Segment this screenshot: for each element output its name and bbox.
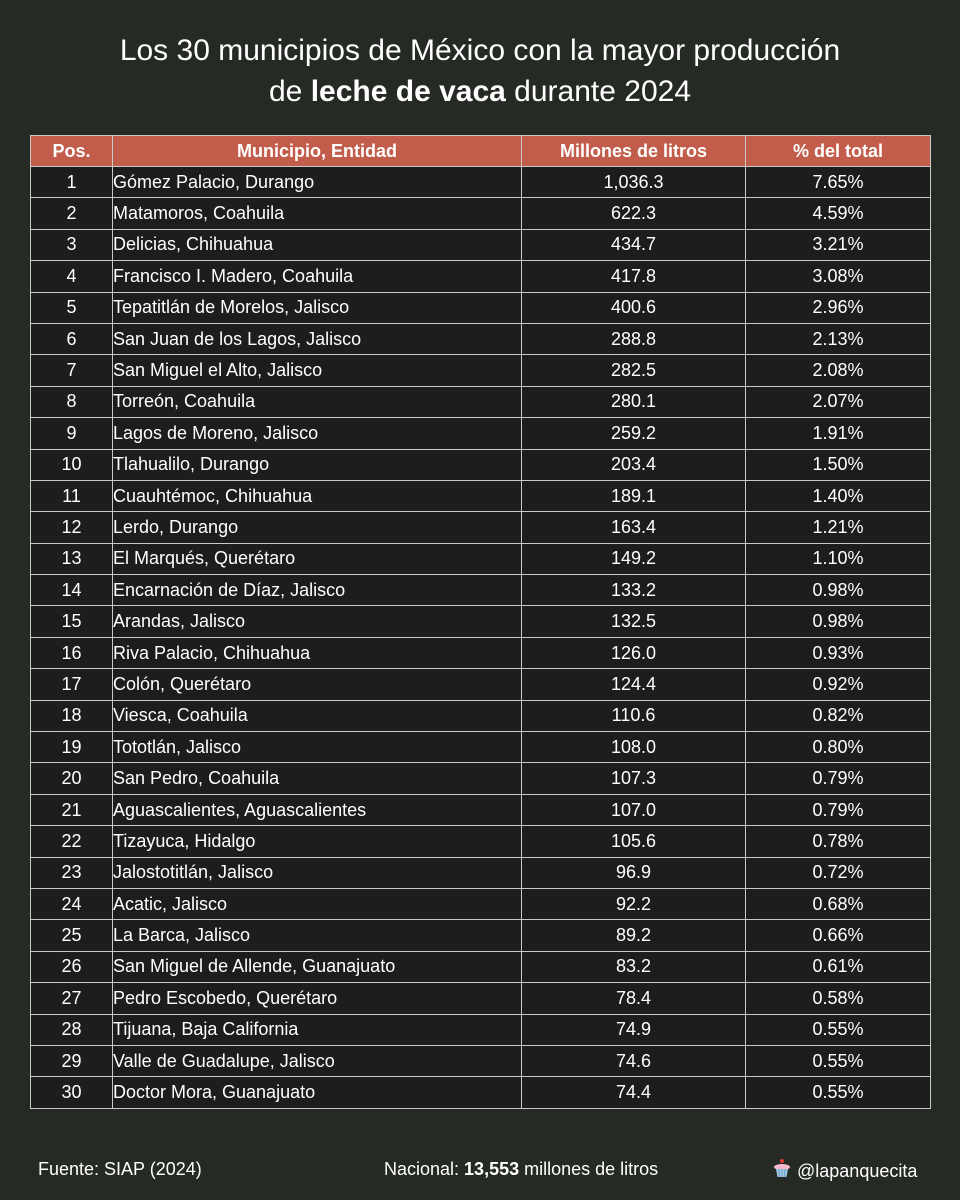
cell-position: 17	[31, 669, 113, 700]
table-row	[31, 167, 931, 198]
cell-position: 11	[31, 480, 113, 511]
cell-position: 21	[31, 794, 113, 825]
cell-porcentaje: 0.55%	[746, 1014, 931, 1045]
table-row	[31, 480, 931, 511]
cell-position: 1	[31, 167, 113, 198]
cell-municipio: Encarnación de Díaz, Jalisco	[113, 575, 522, 606]
data-table	[30, 135, 931, 1109]
table-row	[31, 261, 931, 292]
cell-millones: 74.6	[522, 1045, 746, 1076]
cell-position: 5	[31, 292, 113, 323]
header-porcentaje: % del total	[746, 136, 931, 167]
header-millones: Millones de litros	[522, 136, 746, 167]
cell-porcentaje: 2.08%	[746, 355, 931, 386]
table-row	[31, 1045, 931, 1076]
table-row	[31, 857, 931, 888]
cell-millones: 105.6	[522, 826, 746, 857]
cell-municipio: Pedro Escobedo, Querétaro	[113, 983, 522, 1014]
cell-porcentaje: 1.40%	[746, 480, 931, 511]
cell-municipio: Colón, Querétaro	[113, 669, 522, 700]
table-header-row	[31, 136, 931, 167]
cell-millones: 126.0	[522, 637, 746, 668]
cell-millones: 74.9	[522, 1014, 746, 1045]
title-line-2-pre: de	[268, 75, 311, 108]
national-unit: millones de litros	[519, 1159, 659, 1179]
cell-porcentaje: 0.82%	[746, 700, 931, 731]
cell-millones: 163.4	[522, 512, 746, 543]
cell-porcentaje: 1.50%	[746, 449, 931, 480]
cell-millones: 1,036.3	[522, 167, 746, 198]
cell-millones: 92.2	[522, 888, 746, 919]
table-row	[31, 1077, 931, 1108]
cell-porcentaje: 7.65%	[746, 167, 931, 198]
cell-millones: 110.6	[522, 700, 746, 731]
cell-porcentaje: 0.93%	[746, 637, 931, 668]
cell-municipio: Tlahualilo, Durango	[113, 449, 522, 480]
cell-position: 16	[31, 637, 113, 668]
cell-millones: 96.9	[522, 857, 746, 888]
table-row	[31, 386, 931, 417]
cell-millones: 149.2	[522, 543, 746, 574]
cell-millones: 132.5	[522, 606, 746, 637]
cell-position: 27	[31, 983, 113, 1014]
cell-municipio: Riva Palacio, Chihuahua	[113, 637, 522, 668]
cell-municipio: Delicias, Chihuahua	[113, 229, 522, 260]
cell-millones: 288.8	[522, 323, 746, 354]
cell-millones: 189.1	[522, 480, 746, 511]
cell-porcentaje: 0.98%	[746, 606, 931, 637]
handle-text: @lapanquecita	[797, 1160, 918, 1181]
cell-millones: 108.0	[522, 732, 746, 763]
cell-municipio: Cuauhtémoc, Chihuahua	[113, 480, 522, 511]
cell-position: 23	[31, 857, 113, 888]
cell-municipio: Lerdo, Durango	[113, 512, 522, 543]
cell-municipio: Tototlán, Jalisco	[113, 732, 522, 763]
cell-millones: 107.0	[522, 794, 746, 825]
cell-municipio: Francisco I. Madero, Coahuila	[113, 261, 522, 292]
cell-porcentaje: 0.68%	[746, 888, 931, 919]
title-line-2	[0, 71, 960, 112]
cell-millones: 400.6	[522, 292, 746, 323]
cell-porcentaje: 0.72%	[746, 857, 931, 888]
cell-position: 4	[31, 261, 113, 292]
table-body	[31, 167, 931, 1109]
cell-millones: 203.4	[522, 449, 746, 480]
cell-millones: 107.3	[522, 763, 746, 794]
cell-municipio: Jalostotitlán, Jalisco	[113, 857, 522, 888]
cell-position: 25	[31, 920, 113, 951]
cell-municipio: El Marqués, Querétaro	[113, 543, 522, 574]
cell-position: 22	[31, 826, 113, 857]
cell-porcentaje: 2.07%	[746, 386, 931, 417]
cell-municipio: Valle de Guadalupe, Jalisco	[113, 1045, 522, 1076]
table-row	[31, 983, 931, 1014]
cell-porcentaje: 1.21%	[746, 512, 931, 543]
cell-position: 14	[31, 575, 113, 606]
national-label: Nacional:	[384, 1159, 465, 1179]
table-row	[31, 794, 931, 825]
title-line-1: Los 30 municipios de México con la mayor producción	[119, 34, 841, 67]
cell-municipio: Lagos de Moreno, Jalisco	[113, 418, 522, 449]
header-pos: Pos.	[31, 136, 113, 167]
table-row	[31, 543, 931, 574]
cell-municipio: Tizayuca, Hidalgo	[113, 826, 522, 857]
table-row	[31, 920, 931, 951]
cell-municipio: San Miguel el Alto, Jalisco	[113, 355, 522, 386]
table-row	[31, 826, 931, 857]
cell-porcentaje: 0.92%	[746, 669, 931, 700]
cell-position: 9	[31, 418, 113, 449]
title-line-2-post: durante 2024	[505, 75, 691, 108]
table-row	[31, 512, 931, 543]
cell-position: 8	[31, 386, 113, 417]
cell-millones: 280.1	[522, 386, 746, 417]
cell-position: 29	[31, 1045, 113, 1076]
cell-millones: 74.4	[522, 1077, 746, 1108]
table-row	[31, 669, 931, 700]
table-row	[31, 700, 931, 731]
table-row	[31, 732, 931, 763]
cell-porcentaje: 0.55%	[746, 1045, 931, 1076]
cell-porcentaje: 4.59%	[746, 198, 931, 229]
cell-millones: 622.3	[522, 198, 746, 229]
table-row	[31, 355, 931, 386]
cell-porcentaje: 0.58%	[746, 983, 931, 1014]
table-row	[31, 229, 931, 260]
cell-position: 20	[31, 763, 113, 794]
cell-porcentaje: 0.66%	[746, 920, 931, 951]
cell-porcentaje: 2.13%	[746, 323, 931, 354]
cell-position: 15	[31, 606, 113, 637]
cell-porcentaje: 1.10%	[746, 543, 931, 574]
cell-porcentaje: 0.79%	[746, 763, 931, 794]
cell-position: 18	[31, 700, 113, 731]
title-highlight: leche de vaca	[310, 75, 506, 108]
cell-position: 13	[31, 543, 113, 574]
source-note: Fuente: SIAP (2024)	[38, 1159, 202, 1179]
cell-municipio: Viesca, Coahuila	[113, 700, 522, 731]
cell-millones: 259.2	[522, 418, 746, 449]
cell-municipio: Matamoros, Coahuila	[113, 198, 522, 229]
cell-porcentaje: 2.96%	[746, 292, 931, 323]
cell-municipio: Aguascalientes, Aguascalientes	[113, 794, 522, 825]
cell-municipio: Doctor Mora, Guanajuato	[113, 1077, 522, 1108]
cell-municipio: Acatic, Jalisco	[113, 888, 522, 919]
table-row	[31, 606, 931, 637]
cell-porcentaje: 0.78%	[746, 826, 931, 857]
cell-position: 10	[31, 449, 113, 480]
cell-municipio: Tijuana, Baja California	[113, 1014, 522, 1045]
cell-municipio: Arandas, Jalisco	[113, 606, 522, 637]
cell-municipio: San Pedro, Coahuila	[113, 763, 522, 794]
cell-position: 3	[31, 229, 113, 260]
cell-position: 19	[31, 732, 113, 763]
cell-position: 28	[31, 1014, 113, 1045]
cell-millones: 124.4	[522, 669, 746, 700]
cell-municipio: San Miguel de Allende, Guanajuato	[113, 951, 522, 982]
cell-porcentaje: 0.98%	[746, 575, 931, 606]
cell-porcentaje: 0.79%	[746, 794, 931, 825]
cell-millones: 133.2	[522, 575, 746, 606]
table-row	[31, 449, 931, 480]
cell-porcentaje: 3.21%	[746, 229, 931, 260]
cell-municipio: Torreón, Coahuila	[113, 386, 522, 417]
cell-position: 7	[31, 355, 113, 386]
cell-porcentaje: 3.08%	[746, 261, 931, 292]
chart-title	[0, 30, 960, 112]
cell-millones: 83.2	[522, 951, 746, 982]
table-row	[31, 1014, 931, 1045]
table-row	[31, 951, 931, 982]
cell-porcentaje: 0.55%	[746, 1077, 931, 1108]
table-row	[31, 637, 931, 668]
table-row	[31, 292, 931, 323]
author-handle	[773, 1158, 917, 1183]
cell-position: 12	[31, 512, 113, 543]
cell-municipio: San Juan de los Lagos, Jalisco	[113, 323, 522, 354]
cell-millones: 282.5	[522, 355, 746, 386]
table-row	[31, 888, 931, 919]
national-total	[384, 1158, 658, 1180]
cell-position: 6	[31, 323, 113, 354]
header-municipio: Municipio, Entidad	[113, 136, 522, 167]
table-row	[31, 418, 931, 449]
cell-millones: 78.4	[522, 983, 746, 1014]
cell-municipio: La Barca, Jalisco	[113, 920, 522, 951]
cell-position: 2	[31, 198, 113, 229]
national-value: 13,553	[464, 1159, 520, 1179]
cell-porcentaje: 1.91%	[746, 418, 931, 449]
cell-position: 30	[31, 1077, 113, 1108]
cell-porcentaje: 0.80%	[746, 732, 931, 763]
cell-municipio: Gómez Palacio, Durango	[113, 167, 522, 198]
table-row	[31, 575, 931, 606]
cell-millones: 417.8	[522, 261, 746, 292]
cell-millones: 434.7	[522, 229, 746, 260]
table-row	[31, 323, 931, 354]
cell-position: 26	[31, 951, 113, 982]
table-row	[31, 198, 931, 229]
table-row	[31, 763, 931, 794]
cupcake-icon	[773, 1158, 791, 1183]
cell-porcentaje: 0.61%	[746, 951, 931, 982]
cell-position: 24	[31, 888, 113, 919]
cell-millones: 89.2	[522, 920, 746, 951]
cell-municipio: Tepatitlán de Morelos, Jalisco	[113, 292, 522, 323]
